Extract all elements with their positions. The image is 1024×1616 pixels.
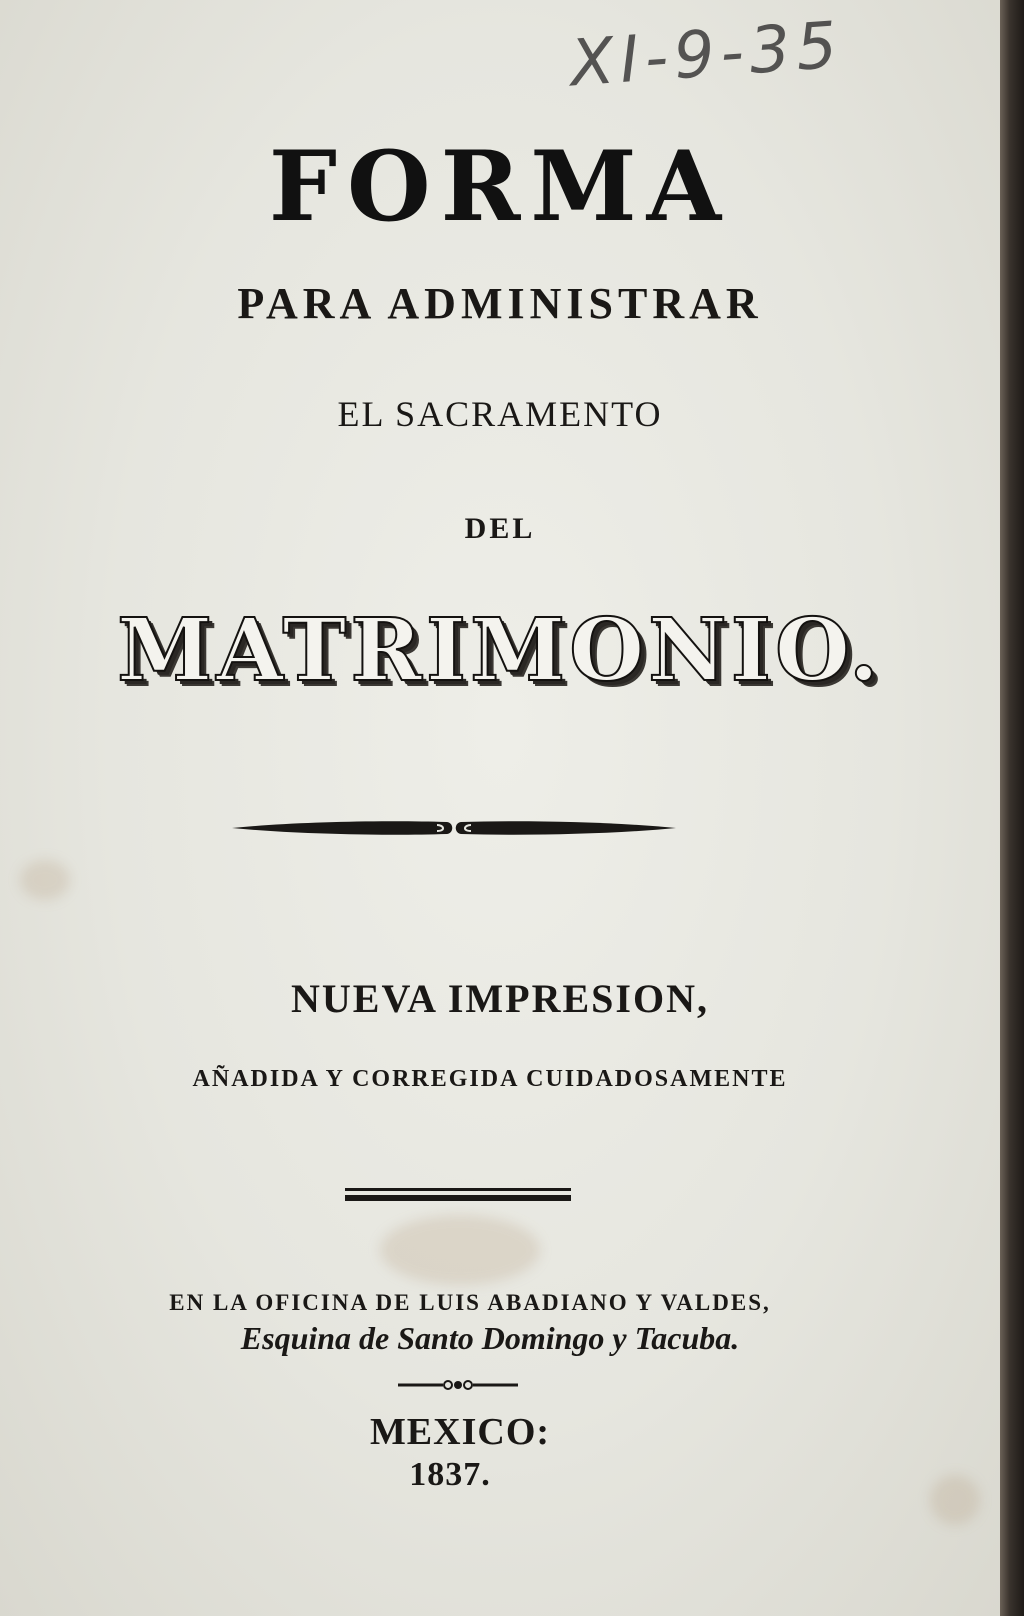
ornamental-divider — [232, 816, 676, 840]
printer-line: EN LA OFICINA DE LUIS ABADIANO Y VALDES, — [169, 1290, 771, 1315]
paper-stain — [20, 860, 70, 900]
printer-address: Esquina de Santo Domingo y Tacuba. — [240, 1320, 740, 1356]
edition-note: AÑADIDA Y CORREGIDA CUIDADOSAMENTE — [192, 1066, 788, 1092]
main-title: MATRIMONIO. — [117, 600, 883, 701]
book-title: FORMA — [268, 130, 732, 243]
subtitle-line-3: DEL — [464, 512, 536, 545]
edition-heading: NUEVA IMPRESION, — [291, 976, 709, 1021]
imprint-year: 1837. — [409, 1456, 491, 1493]
subtitle-line-1: PARA ADMINISTRAR — [237, 279, 763, 328]
subtitle-line-2: EL SACRAMENTO — [337, 394, 663, 434]
small-ornament — [398, 1375, 518, 1395]
paper-stain — [380, 1215, 540, 1285]
double-rule-divider — [345, 1188, 571, 1202]
book-edge — [1000, 0, 1024, 1616]
imprint-city: MEXICO: — [369, 1411, 551, 1453]
handwritten-shelfmark: XI-9-35 — [567, 8, 846, 102]
